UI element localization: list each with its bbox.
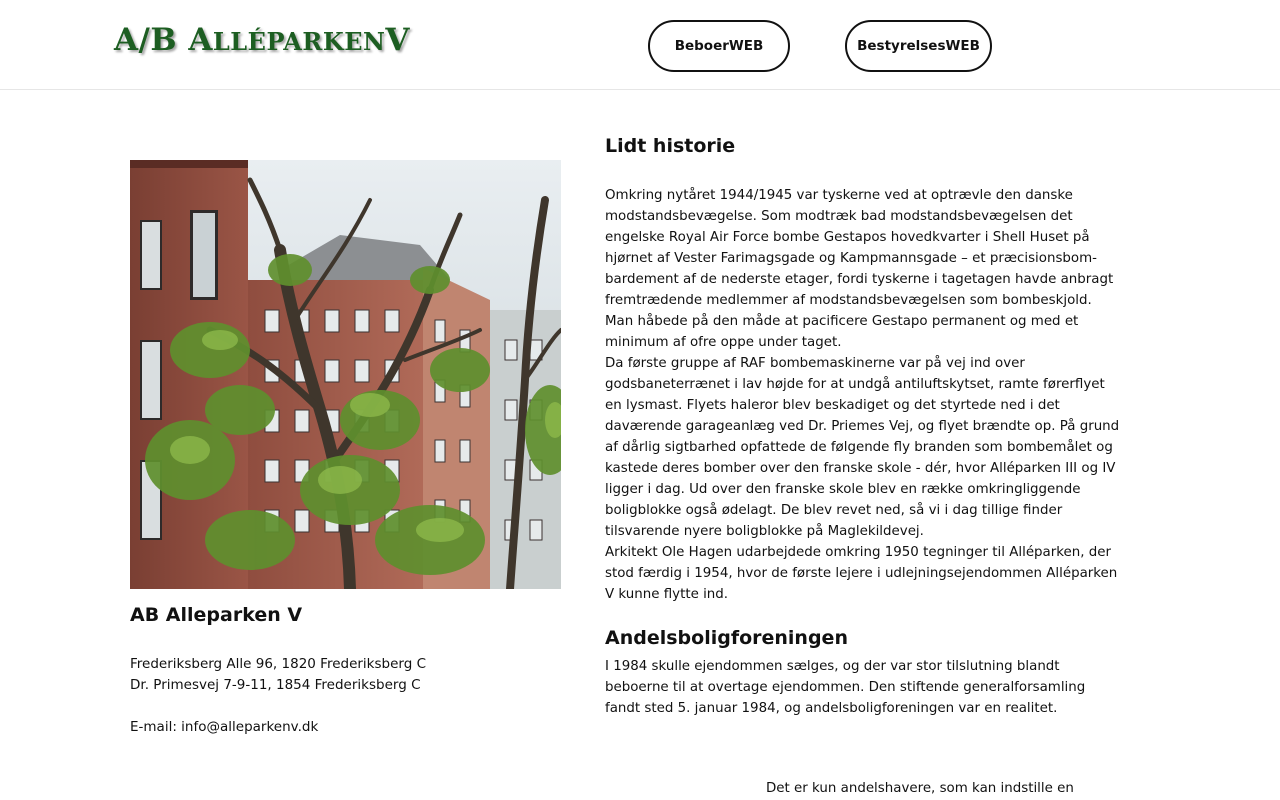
building-photo (130, 160, 561, 589)
history-paragraph-1: Omkring nytåret 1944/1945 var tyskerne ved at optrævle den danske modstandsbevægelse. Som modtræk bad modstandsbevægelsen det engelske Royal Air Force bombe Gestapos hovedkvarter i Shell Huset på hjørnet af Vester Farimagsgade og Kampmannsgade – et præcisionsbom-bardement af de nederste etager, fordi tyskerne i tagetagen havde anbragt fremtrædende medlemmer af modstandsbevægelsen som bombeskjold. Man håbede på den måde at pacificere Gestapo permanent og med et minimum af ofre oppe under taget. (605, 188, 1114, 350)
history-heading: Lidt historie (605, 135, 736, 157)
beboerweb-button[interactable]: BeboerWEB (648, 20, 790, 72)
history-paragraph-2: Da første gruppe af RAF bombemaskinerne var på vej ind over godsbaneterrænet i lav højde for at undgå antiluftskytset, ramte førerflyet en lysmast. Flyets haleror blev beskadiget og det styrtede ned i det daværende garageanlæg ved Dr. Priemes Vej, og flyet brændte op. På grund af dårlig sigtbarhed opfattede de følgende fly branden som bombemålet og kastede deres bomber over den franske skole - dér, hvor Alléparken III og IV ligger i dag. Ud over den franske skole blev en række omkringliggende boligblokke også ødelagt. De blev revet ned, så vi i dag tillige finder tilsvarende nyere boligblokke på Maglekildevej. (605, 356, 1120, 539)
logo-text-prefix: A/B A (114, 22, 213, 58)
bestyrelsesweb-button[interactable]: BestyrelsesWEB (845, 20, 992, 72)
email-label: E-mail: (130, 719, 182, 735)
email-link[interactable]: info@alleparkenv.dk (181, 719, 319, 735)
andel-paragraph-2: Det er kun andelshavere, som kan indstille en (766, 781, 1074, 796)
address-line-1: Frederiksberg Alle 96, 1820 Frederiksberg C (130, 656, 427, 672)
email-line (130, 717, 318, 738)
logo-text-suffix: V (385, 22, 410, 58)
logo-text-main: LLÉPARKEN (212, 27, 386, 56)
address-line-2: Dr. Primesvej 7-9-11, 1854 Frederiksberg C (130, 677, 421, 693)
site-header (0, 0, 1280, 90)
site-logo[interactable] (114, 22, 410, 62)
andel-heading: Andelsboligforeningen (605, 627, 848, 649)
history-paragraph-3: Arkitekt Ole Hagen udarbejdede omkring 1950 tegninger til Alléparken, der stod færdig i 1954, hvor de første lejere i udlejningsejendommen Alléparken V kunne flytte ind. (605, 545, 1118, 602)
association-title: AB Alleparken V (130, 604, 303, 626)
andel-paragraph-1: I 1984 skulle ejendommen sælges, og der var stor tilslutning blandt beboerne til at overtage ejendommen. Den stiftende generalforsamling fandt sted 5. januar 1984, og andelsboligforeningen var en realitet. (605, 659, 1086, 716)
